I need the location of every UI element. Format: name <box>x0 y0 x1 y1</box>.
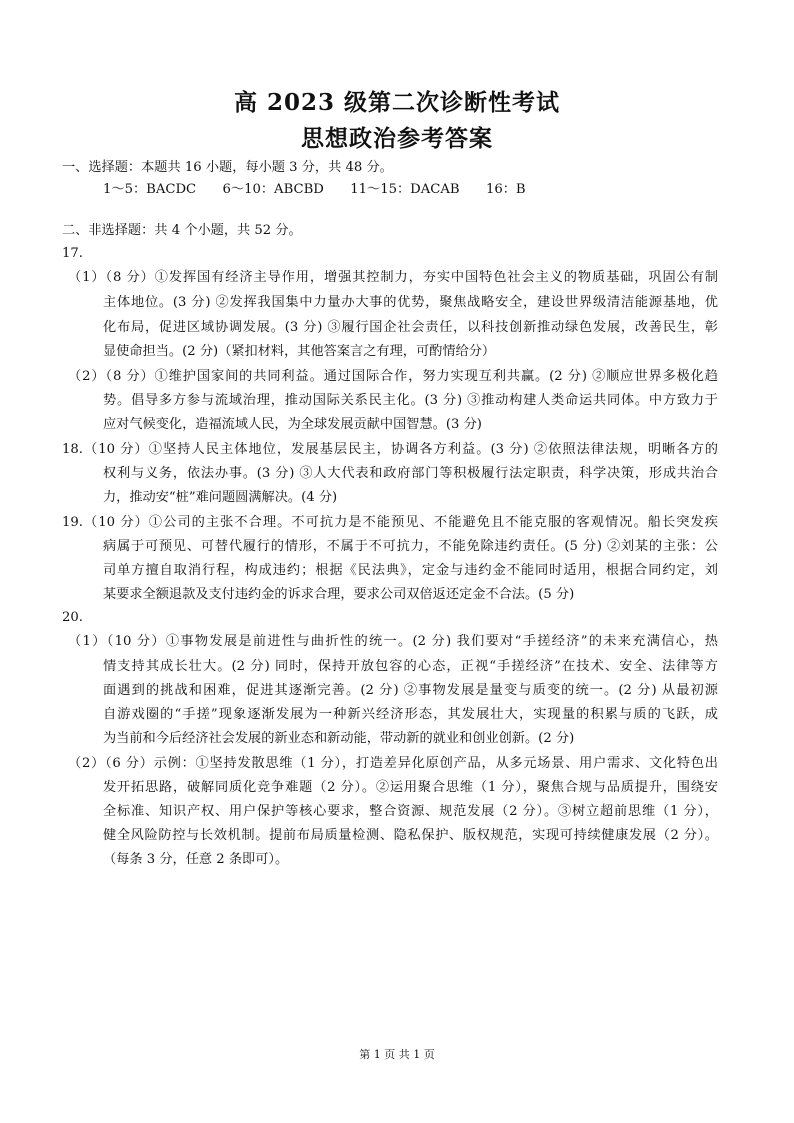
answer-line: 自游戏圈的“手搓”现象逐渐发展为一种新兴经济形态，其发展壮大，实现量的积累与质的飞跃，成 <box>103 707 718 722</box>
section2-heading: 二、非选择题：共 4 个小题，共 52 分。 <box>62 223 302 238</box>
question-17-number: 17. <box>62 246 83 261</box>
page-footer: 第 1 页 共 1 页 <box>359 1048 435 1061</box>
answer-line: （2）（6 分）示例：①坚持发散思维（1 分），打造差异化原创产品，从多元场景、用户需求、文化特色出 <box>68 756 718 771</box>
answer-line: 司单方擅自取消行程，构成违约；根据《民法典》，定金与违约金不能同时适用，根据合同约定，刘 <box>103 563 718 578</box>
answer-line: 某要求全额退款及支付违约金的诉求合理，要求公司双倍返还定金不合法。(5 分) <box>103 587 575 602</box>
answer-line: 全标准、知识产权、用户保护等核心要求，整合资源、规范发展（2 分）。③树立超前思维（1 分）， <box>103 804 718 819</box>
answer-line: 化布局，促进区域协调发展。(3 分) ③履行国企社会责任，以科技创新推动绿色发展，改善民生，彰 <box>103 320 718 335</box>
answer-line: 力，推动安“桩”难问题圆满解决。(4 分) <box>103 490 338 505</box>
answer-line: （1）（8 分）①发挥国有经济主导作用，增强其控制力，夯实中国特色社会主义的物质基础，巩固公有制 <box>68 270 718 285</box>
exam-subtitle: 思想政治参考答案 <box>301 125 493 152</box>
section1-heading: 一、选择题：本题共 16 小题，每小题 3 分，共 48 分。 <box>62 160 393 175</box>
choice-answers: 1～5：BACDC 6～10：ABCBD 11～15：DACAB 16：B <box>103 182 526 197</box>
answer-line: 健全风险防控与长效机制。提前布局质量检测、隐私保护、版权规范，实现可持续健康发展（2 分）。 <box>103 828 718 843</box>
answer-line: 为当前和今后经济社会发展的新业态和新动能，带动新的就业和创业创新。(2 分) <box>103 731 575 746</box>
answer-line: 19.（10 分）①公司的主张不合理。不可抗力是不能预见、不能避免且不能克服的客观情况。船长突发疾 <box>62 515 718 530</box>
answer-line: 发开拓思路，破解同质化竞争难题（2 分）。②运用聚合思维（1 分），聚焦合规与品质提升，围绕安 <box>103 780 718 795</box>
answer-line: （1）（10 分）①事物发展是前进性与曲折性的统一。(2 分) 我们要对“手搓经济”的未来充满信心，热 <box>68 634 718 649</box>
answer-line: 面遇到的挑战和困难，促进其逐渐完善。(2 分) ②事物发展是量变与质变的统一。(2 分) 从最初源 <box>103 683 718 698</box>
answer-line: 势。倡导多方参与流域治理，推动国际关系民主化。(3 分) ③推动构建人类命运共同体。中方致力于 <box>103 393 718 408</box>
answer-line: （每条 3 分，任意 2 条即可）。 <box>103 852 289 867</box>
answer-line: 显使命担当。(2 分)（紧扣材料，其他答案言之有理，可酌情给分） <box>103 344 496 359</box>
answer-line: （2）（8 分）①维护国家间的共同利益。通过国际合作，努力实现互利共赢。(2 分) ②顺应世界多极化趋 <box>68 369 718 384</box>
answer-line: 病属于可预见、可替代履行的情形，不属于不可抗力，不能免除违约责任。(5 分) ②刘某的主张：公 <box>103 539 718 554</box>
exam-title: 高 2023 级第二次诊断性考试 <box>233 89 561 116</box>
answer-line: 应对气候变化，造福流域人民，为全球发展贡献中国智慧。(3 分) <box>103 417 482 432</box>
answer-line: 权利与义务，依法办事。(3 分) ③人大代表和政府部门等积极履行法定职责，科学决策，形成共治合 <box>103 466 718 481</box>
question-20-number: 20. <box>62 610 83 625</box>
answer-line: 主体地位。(3 分) ②发挥我国集中力量办大事的优势，聚焦战略安全，建设世界级清洁能源基地，优 <box>103 295 718 310</box>
answer-line: 情支持其成长壮大。(2 分) 同时，保持开放包容的心态，正视“手搓经济”在技术、安全、法律等方 <box>103 659 718 674</box>
answer-line: 18.（10 分）①坚持人民主体地位，发展基层民主，协调各方利益。(3 分) ②依照法律法规，明晰各方的 <box>62 442 718 457</box>
